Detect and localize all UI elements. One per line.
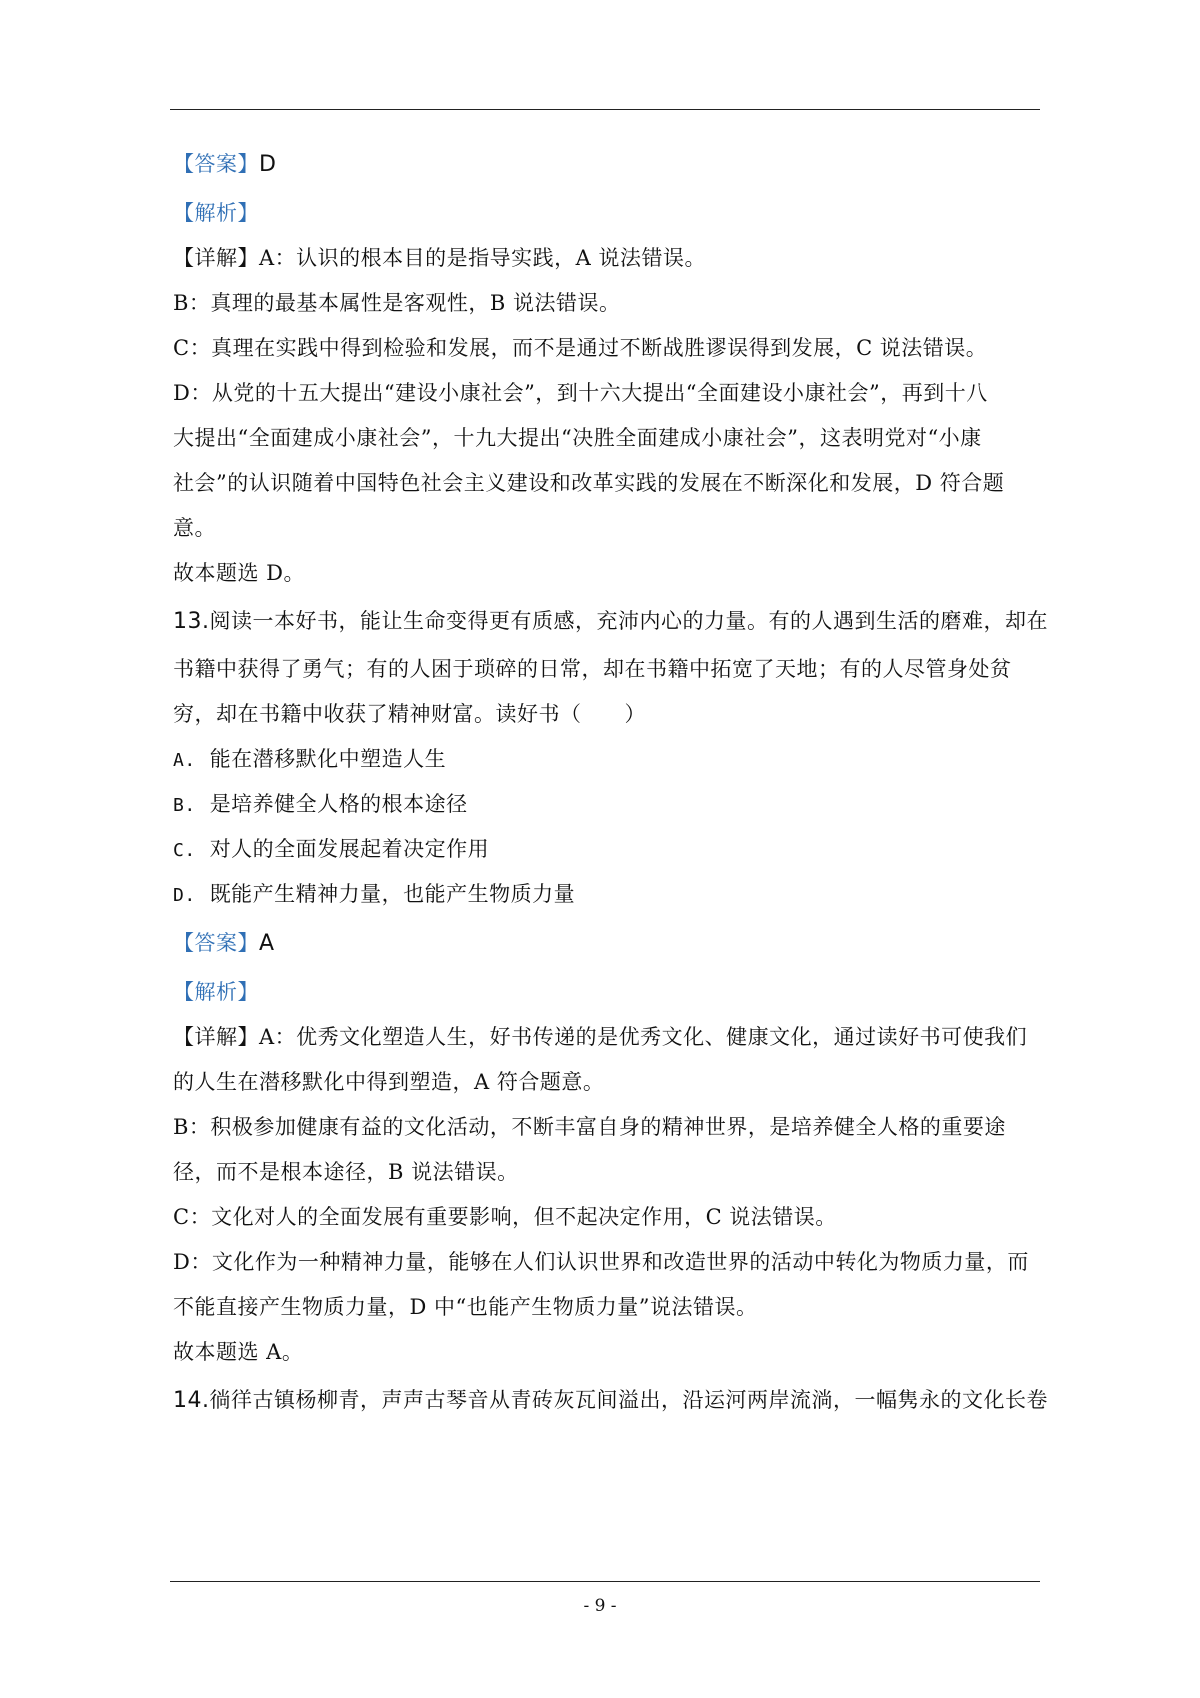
q13-detail-line <box>173 1023 1027 1051</box>
q12-detail-line: D：从党的十五大提出“建设小康社会”，到十六大提出“全面建设小康社会”，再到十八 <box>173 381 988 405</box>
q13-option-c <box>173 835 489 865</box>
analysis-tag: 【解析】 <box>173 980 259 1004</box>
q13-detail-line: 不能直接产生物质力量，D 中“也能产生物质力量”说法错误。 <box>173 1295 758 1319</box>
q13-stem-line: 穷，却在书籍中收获了精神财富。读好书（ ） <box>173 702 646 726</box>
option-letter: D. <box>173 885 196 906</box>
q12-analysis-heading <box>173 199 259 227</box>
q12-detail-line: 大提出“全面建成小康社会”，十九大提出“决胜全面建成小康社会”，这表明党对“小康 <box>173 426 982 450</box>
answer-tag: 【答案】 <box>173 931 259 955</box>
answer-value: D <box>259 152 277 177</box>
q13-answer <box>173 929 275 958</box>
question-number: 14. <box>173 1388 210 1413</box>
q13-option-a <box>173 745 446 775</box>
footer-rule <box>170 1581 1040 1582</box>
stem-text: 徜徉古镇杨柳青，声声古琴音从青砖灰瓦间溢出，沿运河两岸流淌，一幅隽永的文化长卷 <box>209 1388 1048 1412</box>
q13-conclusion: 故本题选 A。 <box>173 1340 304 1364</box>
q13-detail-line: 径，而不是根本途径，B 说法错误。 <box>173 1160 519 1184</box>
detail-text: A：优秀文化塑造人生，好书传递的是优秀文化、健康文化，通过读好书可使我们 <box>259 1025 1028 1049</box>
detail-text: A：认识的根本目的是指导实践，A 说法错误。 <box>259 246 707 270</box>
detail-tag: 【详解】 <box>173 246 259 270</box>
q12-detail-line: 社会”的认识随着中国特色社会主义建设和改革实践的发展在不断深化和发展，D 符合题 <box>173 471 1005 495</box>
option-text: 对人的全面发展起着决定作用 <box>209 837 490 861</box>
answer-value: A <box>259 931 275 956</box>
detail-tag: 【详解】 <box>173 1025 259 1049</box>
q12-answer <box>173 150 276 179</box>
q12-detail-line <box>173 244 706 272</box>
q13-option-d <box>173 880 575 910</box>
q13-stem-line: 书籍中获得了勇气；有的人困于琐碎的日常，却在书籍中拓宽了天地；有的人尽管身处贫 <box>173 657 1012 681</box>
page-number: - 9 - <box>583 1596 617 1616</box>
q12-detail-line: C：真理在实践中得到检验和发展，而不是通过不断战胜谬误得到发展，C 说法错误。 <box>173 336 988 360</box>
q13-analysis-heading <box>173 978 259 1006</box>
q13-detail-line: C：文化对人的全面发展有重要影响，但不起决定作用，C 说法错误。 <box>173 1205 837 1229</box>
q13-detail-line: 的人生在潜移默化中得到塑造，A 符合题意。 <box>173 1070 605 1094</box>
q14-stem <box>173 1386 1048 1415</box>
q13-detail-line: B：积极参加健康有益的文化活动，不断丰富自身的精神世界，是培养健全人格的重要途 <box>173 1115 1006 1139</box>
q13-option-b <box>173 790 468 820</box>
option-text: 能在潜移默化中塑造人生 <box>209 747 447 771</box>
q12-detail-line: 意。 <box>173 516 216 540</box>
option-letter: A. <box>173 750 196 771</box>
analysis-tag: 【解析】 <box>173 201 259 225</box>
option-text: 是培养健全人格的根本途径 <box>209 792 468 816</box>
option-letter: B. <box>173 795 196 816</box>
q13-detail-line: D：文化作为一种精神力量，能够在人们认识世界和改造世界的活动中转化为物质力量，而 <box>173 1250 1029 1274</box>
answer-tag: 【答案】 <box>173 152 259 176</box>
q12-conclusion: 故本题选 D。 <box>173 561 306 585</box>
q12-detail-line: B：真理的最基本属性是客观性，B 说法错误。 <box>173 291 621 315</box>
stem-text: 阅读一本好书，能让生命变得更有质感，充沛内心的力量。有的人遇到生活的磨难，却在 <box>209 609 1048 633</box>
option-text: 既能产生精神力量，也能产生物质力量 <box>209 882 576 906</box>
header-rule <box>170 109 1040 110</box>
q13-stem <box>173 607 1048 636</box>
option-letter: C. <box>173 840 196 861</box>
question-number: 13. <box>173 609 210 634</box>
